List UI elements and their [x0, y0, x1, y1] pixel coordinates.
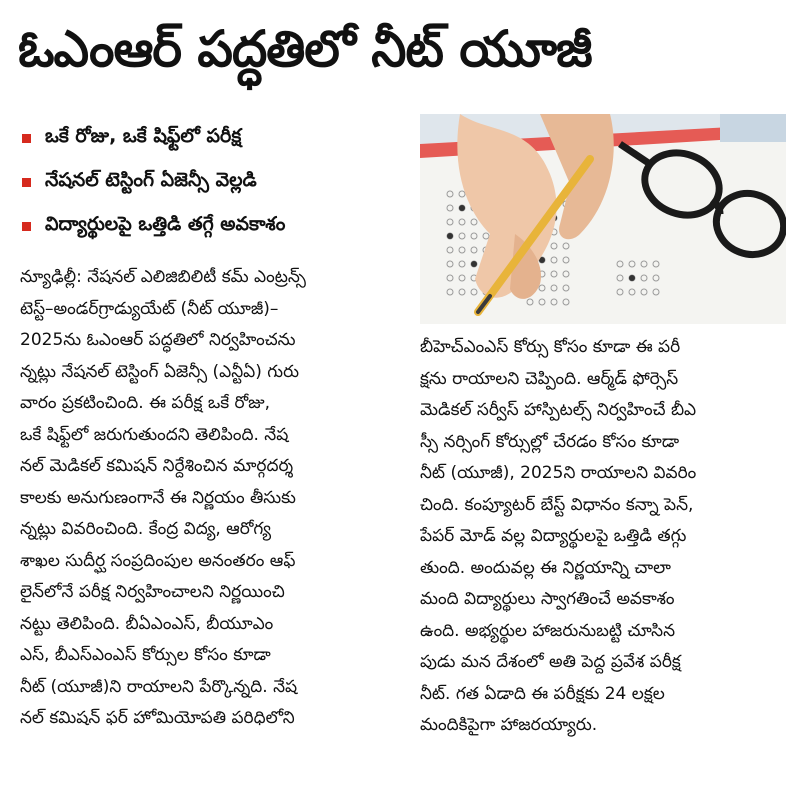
body-line: మెడికల్ సర్వీస్ హాస్పిటల్స్ నిర్వహించే బీఎ [420, 400, 697, 420]
body-line: లైన్‌లోనే పరీక్ష నిర్వహించాలని నిర్ణయించి [20, 582, 285, 602]
body-line: 2025ను ఓఎంఆర్ పద్ధతిలో నిర్వహించను [20, 330, 296, 350]
body-line: న్నట్లు వివరించింది. కేంద్ర విద్య, ఆరోగ్య [20, 519, 272, 539]
body-line: ఒకే షిఫ్ట్‌లో జరుగుతుందని తెలిపింది. నేష [20, 424, 289, 445]
body-line: బీహెచ్ఎంఎస్ కోర్సు కోసం కూడా ఈ పరీ [420, 337, 681, 357]
body-line: శాఖల సుదీర్ఘ సంప్రదింపుల అనంతరం ఆఫ్ [20, 550, 296, 571]
body-line: న్నట్లు నేషనల్ టెస్టింగ్ ఏజెన్సీ (ఎన్టీఏ) గురు [20, 361, 300, 382]
body-line: ఎస్, బీఎస్ఎంఎస్ కోర్సుల కోసం కూడా [20, 645, 271, 665]
body-line: నీట్ (యూజీ)ని రాయాలని పేర్కొన్నది. నేష [20, 676, 298, 697]
body-line: టెస్ట్–అండర్‌గ్రాడ్యుయేట్ (నీట్ యూజీ)– [20, 298, 279, 319]
highlights-list [22, 116, 402, 248]
body-line: స్సీ నర్సింగ్ కోర్సుల్లో చేరడం కోసం కూడా [420, 431, 680, 452]
body-line: పేపర్ మోడ్ వల్ల విద్యార్థులపై ఒత్తిడి తగ్గు [420, 526, 687, 546]
body-line: నల్ మెడికల్ కమిషన్ నిర్దేశించిన మార్గదర్శ [20, 456, 294, 476]
body-line: తుంది. అందువల్ల ఈ నిర్ణయాన్ని చాలా [420, 557, 671, 578]
highlight-text: నేషనల్ టెస్టింగ్ ఏజెన్సీ వెల్లడి [45, 168, 257, 191]
headline: ఓఎంఆర్ పద్ధతిలో నీట్ యూజీ [18, 20, 592, 78]
omr-sheet-illustration [420, 114, 786, 324]
body-line: పుడు మన దేశంలో అతి పెద్ద ప్రవేశ పరీక్ష [420, 652, 681, 672]
body-line: నీట్. గత ఏడాది ఈ పరీక్షకు 24 లక్షల [420, 683, 665, 704]
highlight-item [22, 160, 402, 204]
body-line: న్యూఢిల్లీ: నేషనల్ ఎలిజిబిలిటీ కమ్ ఎంట్రన్స్ [20, 267, 306, 287]
highlight-item [22, 204, 402, 248]
body-line: చింది. కంప్యూటర్ బేస్ట్ విధానం కన్నా పెన్, [420, 494, 694, 515]
body-line: నీట్ (యూజీ), 2025ని రాయాలని వివరిం [420, 463, 697, 483]
red-square-bullet-icon [22, 134, 31, 143]
body-line: వారం ప్రకటించింది. ఈ పరీక్ష ఒకే రోజు, [20, 393, 271, 413]
highlight-item [22, 116, 402, 160]
body-line: ఉంది. అభ్యర్థుల హాజరునుబట్టి చూసిన [420, 620, 676, 641]
body-line: మంది విద్యార్థులు స్వాగతించే అవకాశం [420, 589, 675, 609]
highlight-text: ఒకే రోజు, ఒకే షిఫ్ట్‌లో పరీక్ష [45, 124, 242, 147]
body-line: మందికిపైగా హాజరయ్యారు. [420, 715, 598, 735]
body-line: నట్టు తెలిపింది. బీఏఎంఎస్, బీయూఎం [20, 613, 274, 634]
article-photo [420, 114, 786, 324]
red-square-bullet-icon [22, 178, 31, 187]
article-body-left-column [20, 262, 400, 735]
body-line: కాలకు అనుగుణంగానే ఈ నిర్ణయం తీసుకు [20, 487, 296, 508]
highlight-text: విద్యార్థులపై ఒత్తిడి తగ్గే అవకాశం [45, 212, 286, 235]
body-line: క్షను రాయాలని చెప్పింది. ఆర్మ్‌డ్ ఫోర్సెస్ [420, 368, 679, 389]
article-body-right-column [420, 332, 786, 742]
red-square-bullet-icon [22, 222, 31, 231]
body-line: నల్ కమిషన్ ఫర్ హోమియోపతి పరిధిలోని [20, 708, 295, 728]
